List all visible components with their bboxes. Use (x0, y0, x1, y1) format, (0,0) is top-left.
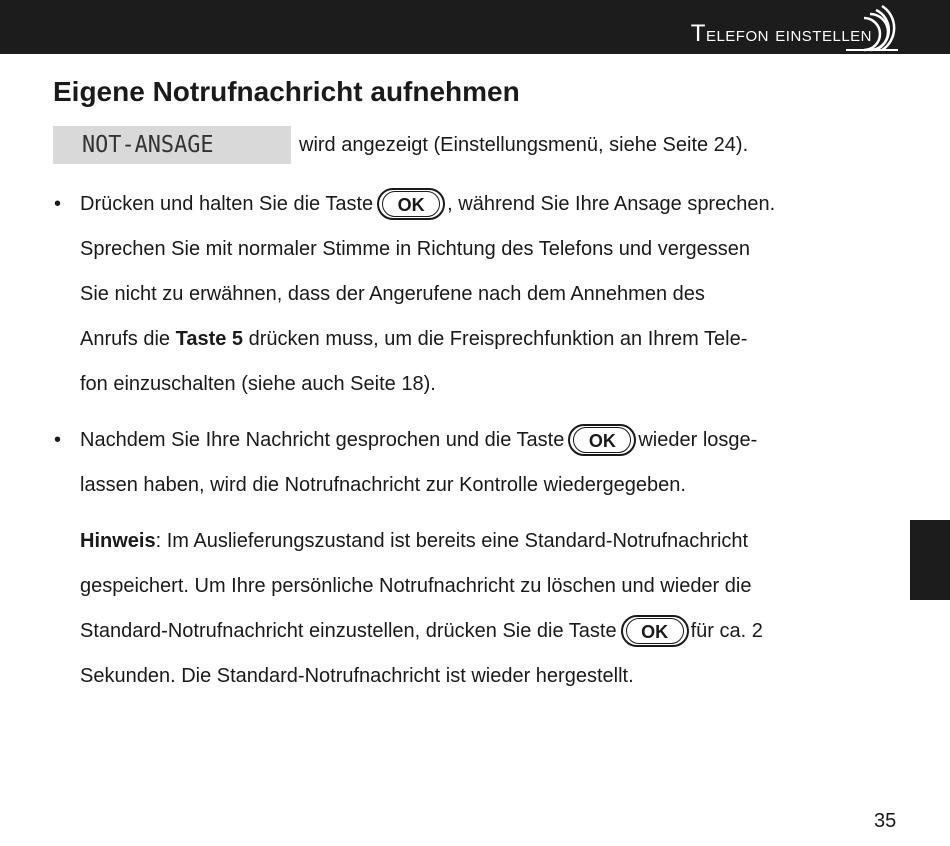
intro-text: wird angezeigt (Einstellungsmenü, siehe Seite 24). (299, 134, 749, 156)
bullet1-line1-post: , während Sie Ihre Ansage sprechen. (447, 193, 776, 215)
bullet1-line5: fon einzuschalten (siehe auch Seite 18). (80, 373, 436, 395)
header-title-part1: elefon (705, 21, 769, 46)
bullet2-line1 (80, 428, 757, 452)
header-title-part2: einstellen (775, 21, 872, 46)
bullet1-line4-bold: Taste 5 (175, 328, 244, 350)
sound-waves-icon (838, 0, 908, 54)
note-line1 (80, 529, 748, 553)
bullet-marker-2: • (54, 429, 62, 451)
ok-key-label: OK (588, 430, 616, 451)
bullet1-line1 (80, 192, 775, 216)
bullet-marker-1: • (54, 193, 62, 215)
note-line2: gespeichert. Um Ihre persönliche Notrufnachricht zu löschen und wieder die (80, 575, 752, 597)
ok-key-icon (377, 188, 445, 220)
header-title-initial: T (690, 20, 706, 47)
lcd-display (53, 126, 291, 164)
bullet1-line3: Sie nicht zu erwähnen, dass der Angerufene nach dem Annehmen des (80, 283, 705, 305)
bullet1-line4-pre: Anrufs die (80, 328, 176, 350)
bullet2-line1-pre: Nachdem Sie Ihre Nachricht gesprochen und die Taste (80, 429, 565, 451)
chapter-tab-marker (910, 520, 950, 600)
note-line3-pre: Standard-Notrufnachricht einzustellen, drücken Sie die Taste (80, 620, 617, 642)
bullet1-line1-pre: Drücken und halten Sie die Taste (80, 193, 374, 215)
note-label: Hinweis (80, 530, 156, 552)
ok-key-icon (621, 615, 689, 647)
page-title: Eigene Notrufnachricht aufnehmen (53, 76, 520, 107)
note-line3-post: für ca. 2 (690, 620, 763, 642)
bullet1-line4 (80, 327, 747, 351)
ok-key-label: OK (397, 194, 425, 215)
bullet2-line1-post: wieder losge- (638, 429, 758, 451)
bullet1-line4-post: drücken muss, um die Freisprechfunktion an Ihrem Tele- (243, 328, 748, 350)
ok-key-label: OK (641, 621, 669, 642)
ok-key-icon (568, 424, 636, 456)
bullet2-line2: lassen haben, wird die Notrufnachricht zur Kontrolle wiedergegeben. (80, 474, 686, 496)
note-line3 (80, 619, 763, 643)
page-number: 35 (874, 810, 897, 832)
bullet1-line2: Sprechen Sie mit normaler Stimme in Richtung des Telefons und vergessen (80, 238, 750, 260)
lcd-display-text: NOT-ANSAGE (82, 132, 214, 158)
note-line1-post: : Im Auslieferungszustand ist bereits eine Standard-Notrufnachricht (155, 530, 749, 552)
note-line4: Sekunden. Die Standard-Notrufnachricht ist wieder hergestellt. (80, 665, 634, 687)
